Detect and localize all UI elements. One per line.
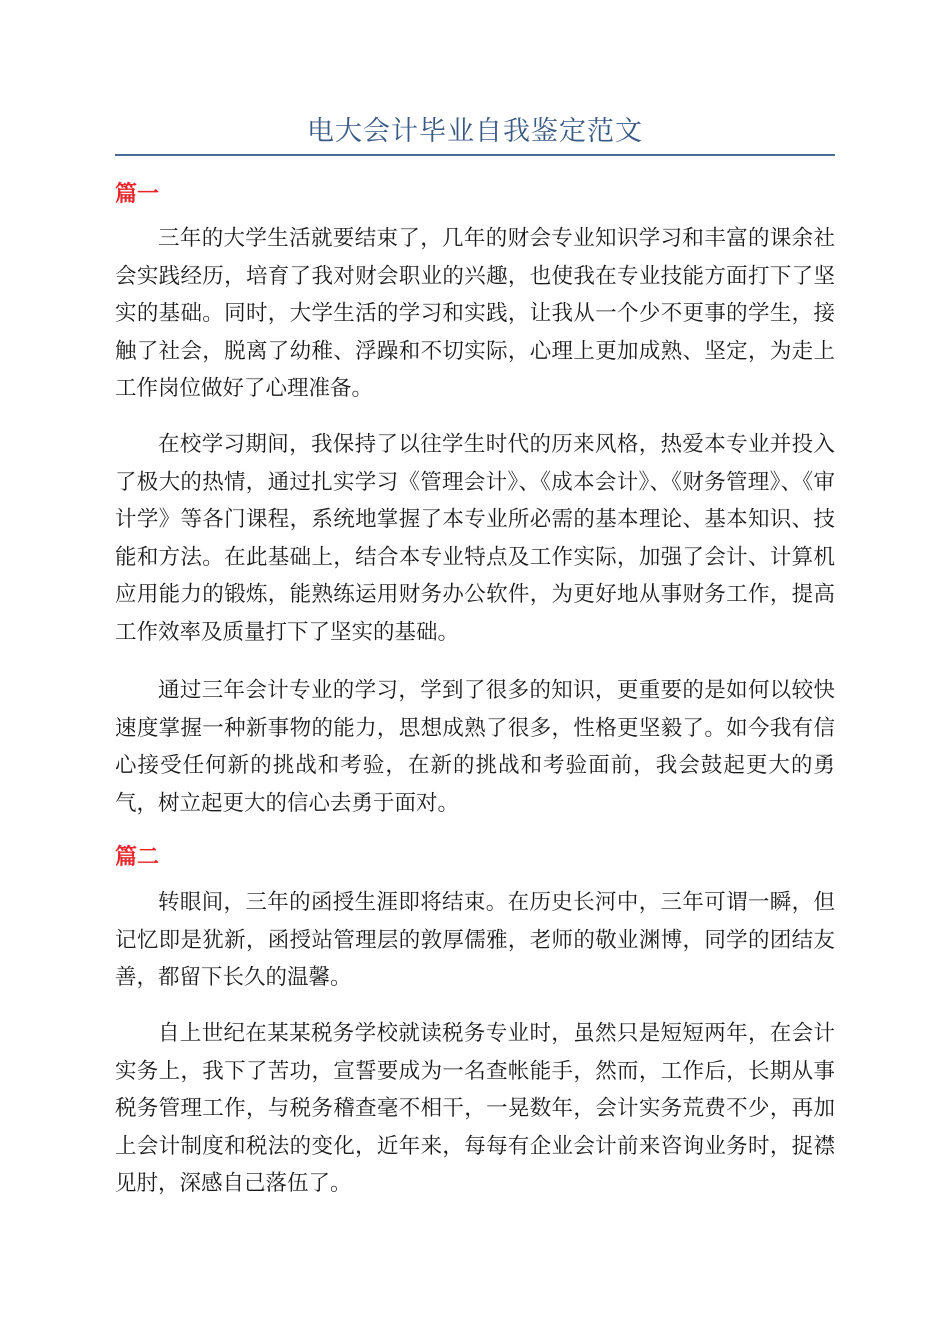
section-heading-1: 篇一	[115, 182, 160, 207]
document-title: 电大会计毕业自我鉴定范文	[307, 116, 643, 147]
section-heading-2: 篇二	[115, 845, 160, 870]
paragraph: 转眼间，三年的函授生涯即将结束。在历史长河中，三年可谓一瞬，但记忆即是犹新，函授站管理层的敦厚儒雅，老师的敬业渊博，同学的团结友善，都留下长久的温馨。	[115, 890, 835, 990]
paragraph: 在校学习期间，我保持了以往学生时代的历来风格，热爱本专业并投入了极大的热情，通过扎实学习《管理会计》、《成本会计》、《财务管理》、《审计学》等各门课程，系统地掌握了本专业所必需的基本理论、基本知识、技能和方法。在此基础上，结合本专业特点及工作实际，加强了会计、计算机应用能力的锻炼，能熟练运用财务办公软件，为更好地从事财务工作，提高工作效率及质量打下了坚实的基础。	[115, 432, 835, 645]
paragraph: 三年的大学生活就要结束了，几年的财会专业知识学习和丰富的课余社会实践经历，培育了我对财会职业的兴趣，也使我在专业技能方面打下了坚实的基础。同时，大学生活的学习和实践，让我从一个少不更事的学生，接触了社会，脱离了幼稚、浮躁和不切实际，心理上更加成熟、坚定，为走上工作岗位做好了心理准备。	[115, 226, 835, 401]
paragraph: 通过三年会计专业的学习，学到了很多的知识，更重要的是如何以较快速度掌握一种新事物的能力，思想成熟了很多，性格更坚毅了。如今我有信心接受任何新的挑战和考验，在新的挑战和考验面前，我会鼓起更大的勇气，树立起更大的信心去勇于面对。	[115, 678, 835, 816]
title-underline	[115, 154, 835, 156]
paragraph: 自上世纪在某某税务学校就读税务专业时，虽然只是短短两年，在会计实务上，我下了苦功，宣誓要成为一名查帐能手，然而，工作后，长期从事税务管理工作，与税务稽查毫不相干，一晃数年，会计实务荒费不少，再加上会计制度和税法的变化，近年来，每每有企业会计前来咨询业务时，捉襟见肘，深感自己落伍了。	[115, 1021, 835, 1196]
